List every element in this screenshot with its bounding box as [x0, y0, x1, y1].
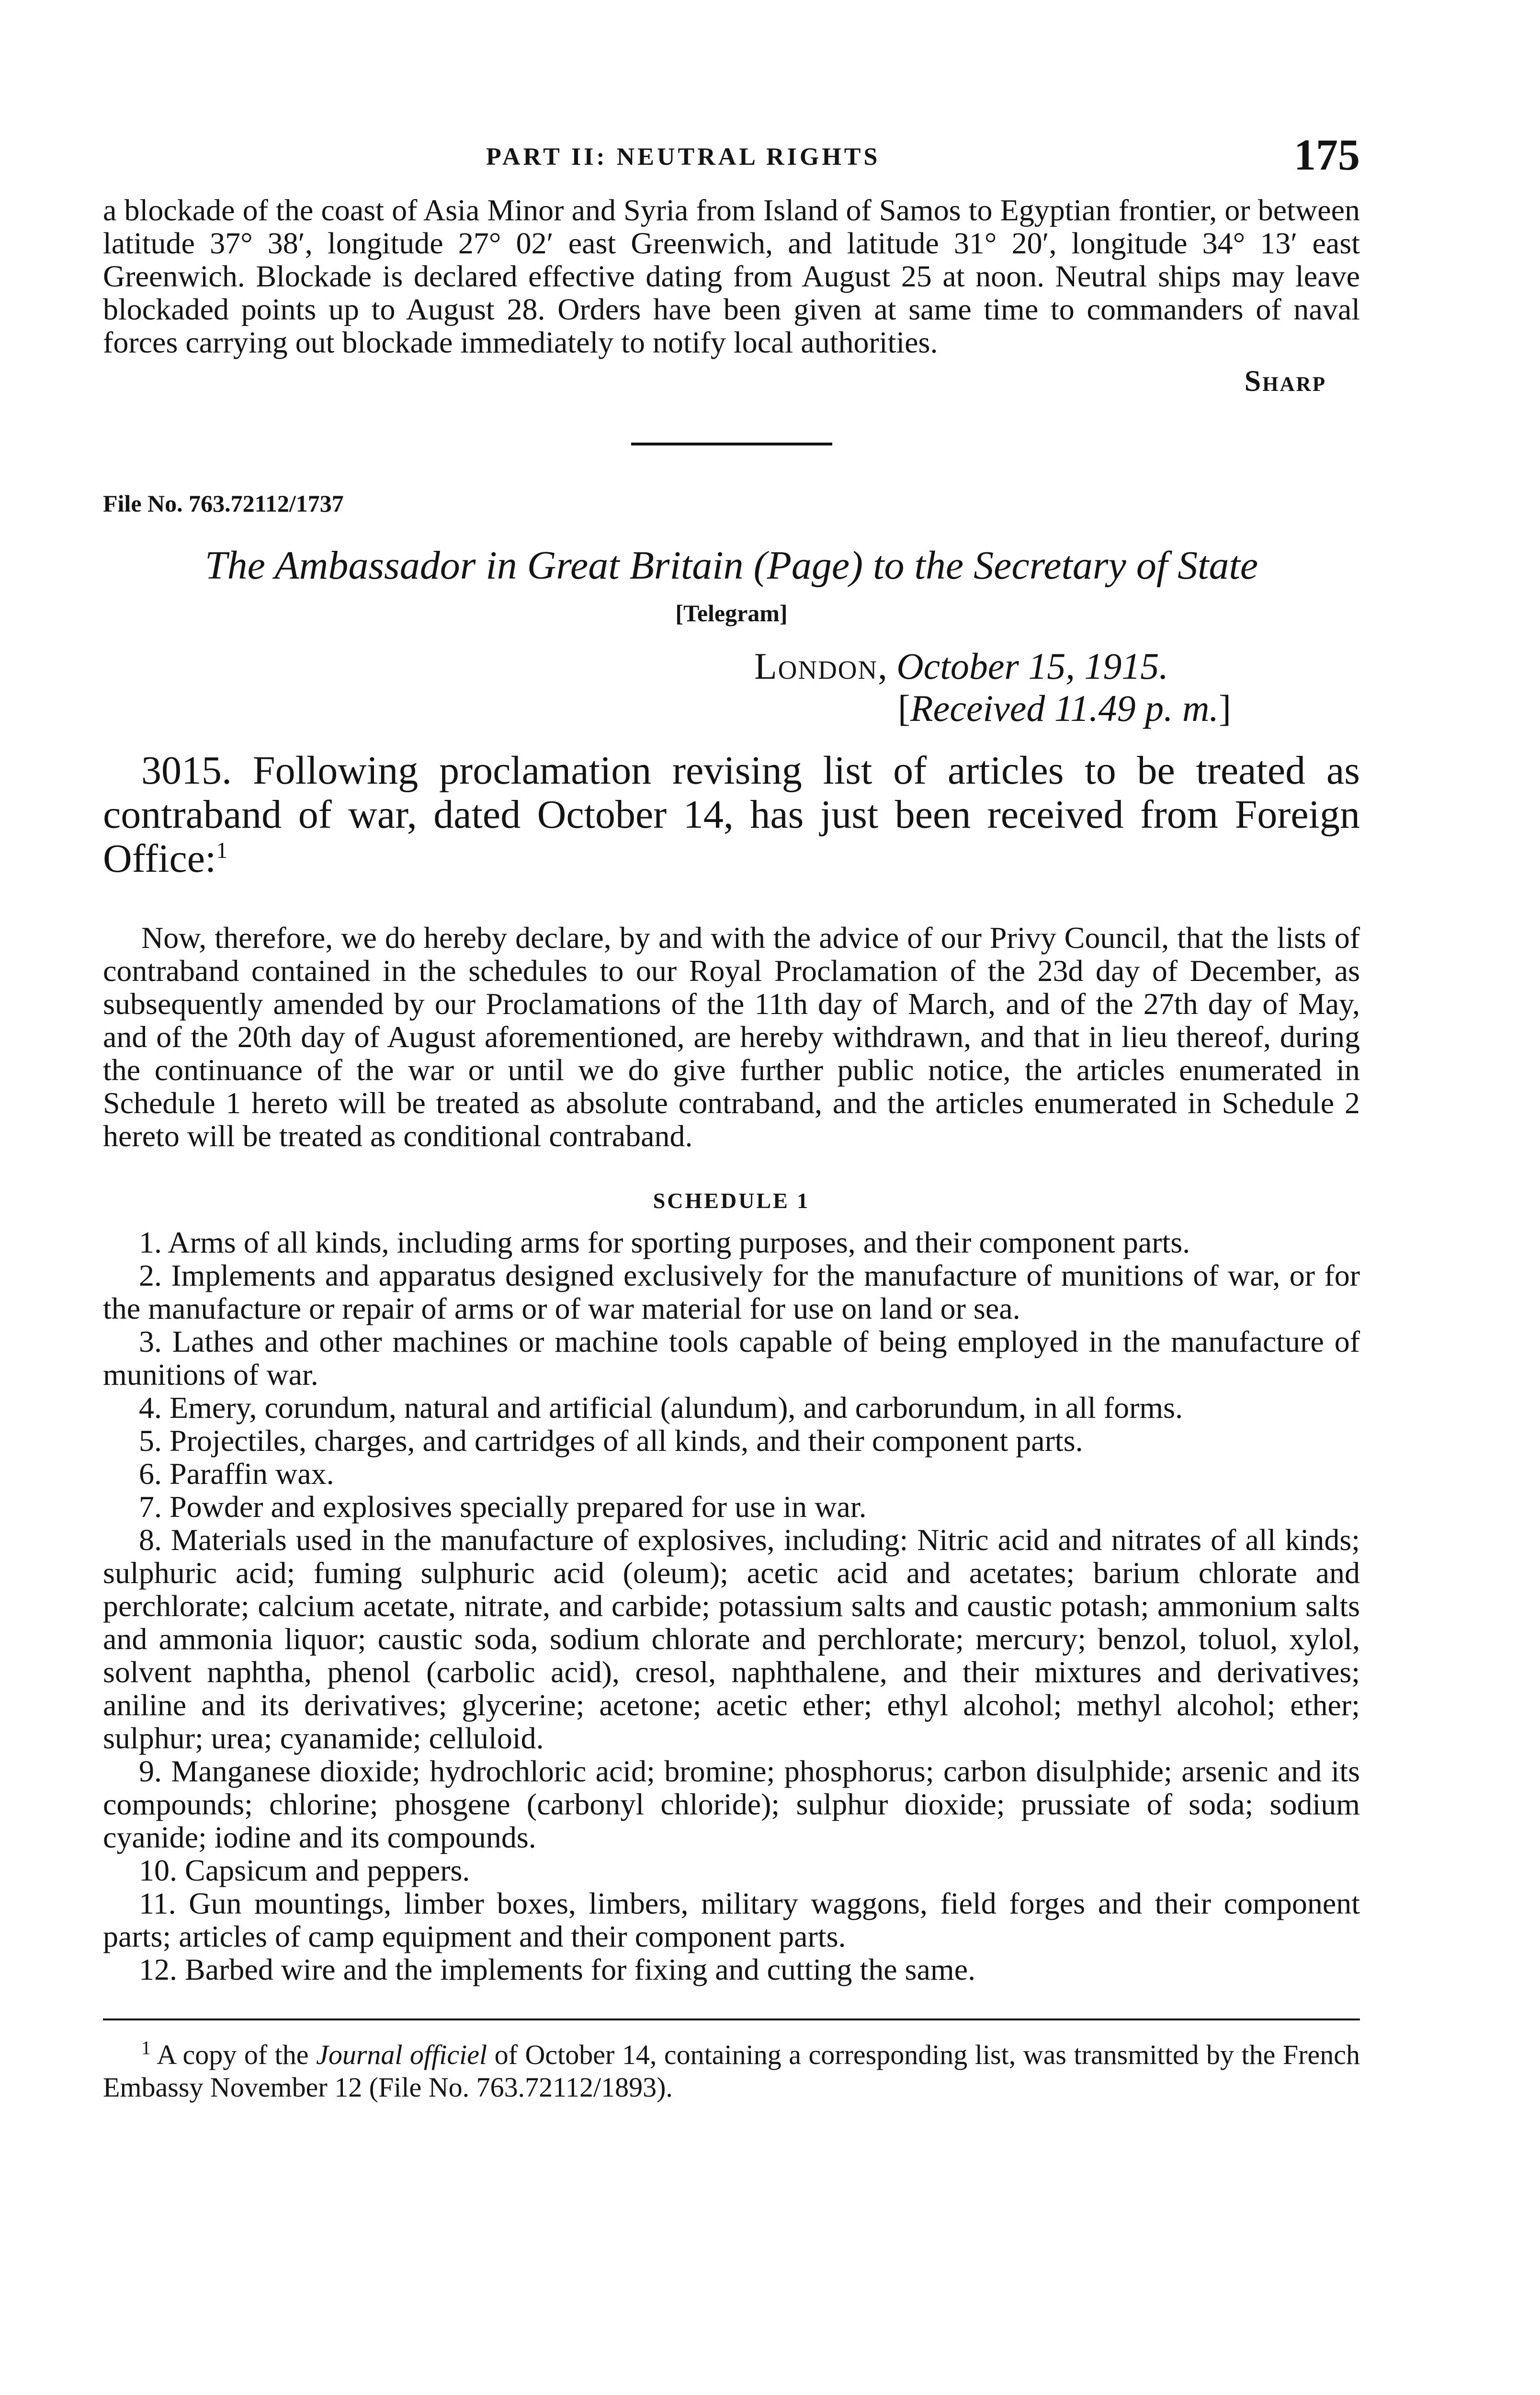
title-part-1: The Ambassador in Great Britain [204, 543, 754, 588]
schedule-item: 1. Arms of all kinds, including arms for sporting purposes, and their component parts. [139, 1225, 1190, 1259]
schedule-item: 7. Powder and explosives specially prepared for use in war. [139, 1490, 867, 1524]
schedule-item: 11. Gun mountings, limber boxes, limbers, military waggons, field forges and their component parts; articles of camp equipment and their component parts. [103, 1886, 1360, 1953]
footnote-reference: 1 [216, 838, 228, 863]
file-number: File No. 763.72112/1737 [103, 490, 344, 517]
page-content [103, 129, 1360, 2132]
opening-paragraph: a blockade of the coast of Asia Minor and Syria from Island of Samos to Egyptian frontier, or between latitude 37° 38′, longitude 27° 02′ east Greenwich, and latitude 31° 20′, longitude 34° 13′ east Greenwich. Blockade is declared effective dating from August 25 at noon. Neutral ships may leave blockaded points up to August 28. Orders have been given at same time to commanders of naval forces carrying out blockade immediately to notify local authorities. [103, 193, 1360, 359]
dateline-date: October 15, 1915. [896, 645, 1168, 687]
running-title: PART II: NEUTRAL RIGHTS [486, 143, 881, 171]
running-head [103, 129, 1360, 182]
dateline: London, October 15, 1915. [754, 645, 1168, 687]
schedule-list [103, 1226, 1360, 1986]
footnote-mark: 1 [141, 2037, 151, 2059]
schedule-item: 10. Capsicum and peppers. [139, 1853, 470, 1887]
received-text: Received 11.49 p. m. [910, 687, 1219, 729]
document-title [103, 542, 1360, 589]
schedule-item: 2. Implements and apparatus designed exclusively for the manufacture of munitions of war, or for the manufacture or repair of arms or of war material for use on land or sea. [103, 1258, 1360, 1325]
schedule-item: 3. Lathes and other machines or machine tools capable of being employed in the manufacture of munitions of war. [103, 1324, 1360, 1391]
proclamation-paragraph: Now, therefore, we do hereby declare, by and with the advice of our Privy Council, that the lists of contraband contained in the schedules to our Royal Proclamation of the 23d day of December, as subsequently amended by our Proclamations of the 11th day of March, and of the 27th day of May, and of the 20th day of August aforementioned, are hereby withdrawn, and that in lieu thereof, during the continuance of the war or until we do give further public notice, the articles enumerated in Schedule 1 hereto will be treated as absolute contraband, and the articles enumerated in Schedule 2 hereto will be treated as conditional contraband. [103, 921, 1360, 1153]
footnote-italic-title: Journal officiel [316, 2039, 487, 2070]
schedule-item: 5. Projectiles, charges, and cartridges of all kinds, and their component parts. [139, 1424, 1083, 1458]
received-open-bracket: [ [898, 687, 910, 729]
lead-text: 3015. Following proclamation revising list of articles to be treated as contraband of war, dated October 14, has just been received from Foreign Office: [103, 748, 1360, 881]
title-parenthetical: (Page) [753, 543, 863, 588]
telegram-lead-paragraph [103, 749, 1360, 881]
signature: Sharp [1244, 365, 1326, 398]
footnote-text-after: of October 14, containing a corresponding list, was transmitted by the French Embassy November 12 (File No. 763.72112/1893). [103, 2039, 1360, 2103]
schedule-item: 8. Materials used in the manufacture of explosives, including: Nitric acid and nitrates of all kinds; sulphuric acid; fuming sulphuric acid (oleum); acetic acid and acetates; barium chlorate and perchlorate; calcium acetate, nitrate, and carbide; potassium salts and caustic potash; ammonium salts and ammonia liquor; caustic soda, sodium chlorate and perchlorate; mercury; benzol, toluol, xylol, solvent naphtha, phenol (carbolic acid), cresol, naphthalene, and their mixtures and derivatives; aniline and its derivatives; glycerine; acetone; acetic ether; ethyl alcohol; methyl alcohol; ether; sulphur; urea; cyanamide; celluloid. [103, 1523, 1360, 1755]
footnote-text-before: A copy of the [151, 2039, 317, 2070]
footnote-divider [103, 2019, 1360, 2020]
telegram-label: [Telegram] [675, 600, 788, 627]
schedule-item: 12. Barbed wire and the implements for fixing and cutting the same. [139, 1952, 976, 1986]
schedule-item: 4. Emery, corundum, natural and artificial (alundum), and carborundum, in all forms. [139, 1391, 1183, 1425]
title-part-2: to the Secretary of State [863, 543, 1258, 588]
dateline-city: London [754, 645, 878, 687]
footnote [103, 2039, 1360, 2104]
page-number: 175 [1294, 130, 1360, 179]
schedule-heading: SCHEDULE 1 [653, 1188, 810, 1213]
section-divider [631, 443, 832, 445]
received-close-bracket: ] [1218, 687, 1231, 729]
schedule-item: 6. Paraffin wax. [139, 1457, 334, 1491]
schedule-item: 9. Manganese dioxide; hydrochloric acid; bromine; phosphorus; carbon disulphide; arsenic and its compounds; chlorine; phosgene (carbonyl chloride); sulphur dioxide; prussiate of soda; sodium cyanide; iodine and its compounds. [103, 1754, 1360, 1854]
received-note [898, 687, 1360, 730]
